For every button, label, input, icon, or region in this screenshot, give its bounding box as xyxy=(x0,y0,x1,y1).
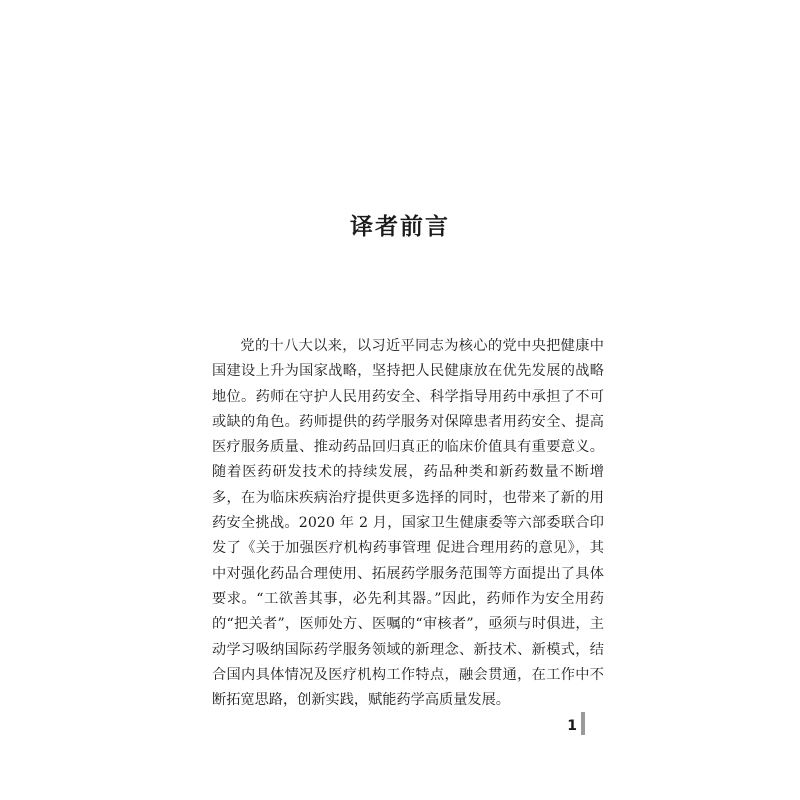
page-title: 译者前言 xyxy=(350,214,450,240)
preface-body xyxy=(212,334,604,713)
page-edge-marker xyxy=(581,712,585,735)
page-number: 1 xyxy=(567,718,577,734)
preface-paragraph: 党的十八大以来，以习近平同志为核心的党中央把健康中国建设上升为国家战略，坚持把人民健康放在优先发展的战略地位。药师在守护人民用药安全、科学指导用药中承担了不可或缺的角色。药师提供的药学服务对保障患者用药安全、提高医疗服务质量、推动药品回归真正的临床价值具有重要意义。随着医药研发技术的持续发展，药品种类和新药数量不断增多，在为临床疾病治疗提供更多选择的同时，也带来了新的用药安全挑战。2020 年 2 月，国家卫生健康委等六部委联合印发了《关于加强医疗机构药事管理 促进合理用药的意见》，其中对强化药品合理使用、拓展药学服务范围等方面提出了具体要求。“工欲善其事，必先利其器。”因此，药师作为安全用药的“把关者”，医师处方、医嘱的“审核者”，亟须与时俱进，主动学习吸纳国际药学服务领域的新理念、新技术、新模式，结合国内具体情况及医疗机构工作特点，融会贯通，在工作中不断拓宽思路，创新实践，赋能药学高质量发展。 xyxy=(212,338,604,709)
